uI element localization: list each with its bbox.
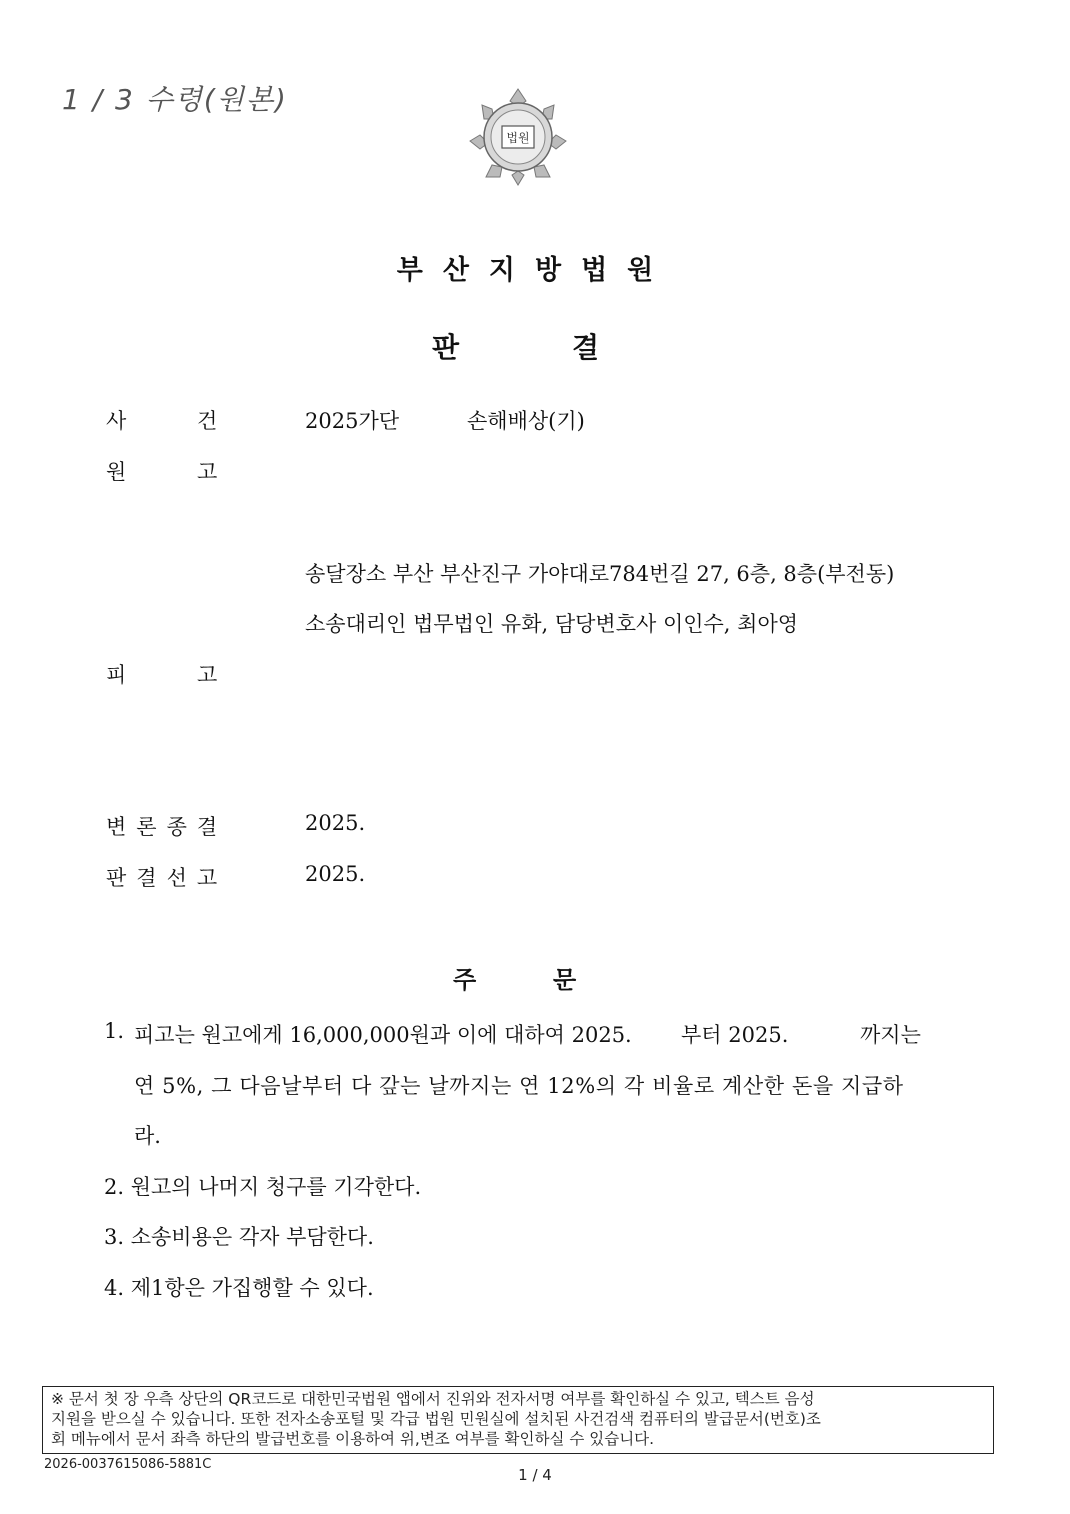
plaintiff-service-address: 송달장소 부산 부산진구 가야대로784번길 27, 6층, 8층(부전동)	[305, 562, 895, 586]
case-label-b: 건	[197, 409, 218, 433]
case-label-a: 사	[106, 409, 127, 433]
verification-notice-box	[42, 1386, 994, 1454]
order-item1-part-c: 까지는	[860, 1023, 921, 1047]
plaintiff-attorney: 소송대리인 법무법인 유화, 담당변호사 이인수, 최아영	[305, 612, 799, 636]
order-item1-part-b: 부터 2025.	[681, 1023, 789, 1047]
defendant-label-a: 피	[106, 663, 127, 687]
ruling-date-value: 2025.	[305, 862, 366, 886]
ruling-date-label: 판결선고	[106, 866, 228, 890]
notice-line2: 지원을 받으실 수 있습니다. 또한 전자소송포털 및 각급 법원 민원실에 설치된 사건검색 컴퓨터의 발급문서(번호)조	[51, 1410, 821, 1428]
plaintiff-label-b: 고	[197, 460, 218, 484]
plaintiff-label-a: 원	[106, 460, 127, 484]
order-title-b: 문	[553, 966, 577, 994]
order-item1-line2: 연 5%, 그 다음날부터 다 갚는 날까지는 연 12%의 각 비율로 계산한 돈을 지급하	[134, 1074, 904, 1098]
emblem-text: 법원	[506, 131, 530, 145]
order-item1-part-a: 피고는 원고에게 16,000,000원과 이에 대하여 2025.	[134, 1023, 632, 1047]
order-item3: 3. 소송비용은 각자 부담한다.	[104, 1225, 374, 1249]
case-number: 2025가단	[305, 409, 400, 433]
closing-date-value: 2025.	[305, 811, 366, 835]
doc-title-char2: 결	[572, 331, 600, 364]
court-emblem-icon	[466, 85, 570, 189]
notice-line1: ※ 문서 첫 장 우측 상단의 QR코드로 대한민국법원 앱에서 진위와 전자서명 여부를 확인하실 수 있고, 텍스트 음성	[51, 1390, 815, 1408]
order-item2: 2. 원고의 나머지 청구를 기각한다.	[104, 1175, 422, 1199]
order-item4: 4. 제1항은 가집행할 수 있다.	[104, 1276, 374, 1300]
handwritten-receipt-note: 1 / 3 수령(원본)	[62, 83, 288, 116]
order-title-a: 주	[453, 966, 477, 994]
order-item1-number: 1.	[104, 1019, 125, 1043]
issue-number: 2026-0037615086-5881C	[44, 1457, 212, 1472]
page-number: 1 / 4	[518, 1466, 552, 1484]
case-name: 손해배상(기)	[467, 409, 585, 433]
order-item1-line3: 라.	[134, 1124, 161, 1148]
defendant-label-b: 고	[197, 663, 218, 687]
court-name: 부산지방법원	[396, 255, 674, 286]
notice-line3: 회 메뉴에서 문서 좌측 하단의 발급번호를 이용하여 위,변조 여부를 확인하실 수 있습니다.	[51, 1430, 655, 1448]
doc-title-char1: 판	[432, 331, 460, 364]
closing-date-label: 변론종결	[106, 815, 228, 839]
